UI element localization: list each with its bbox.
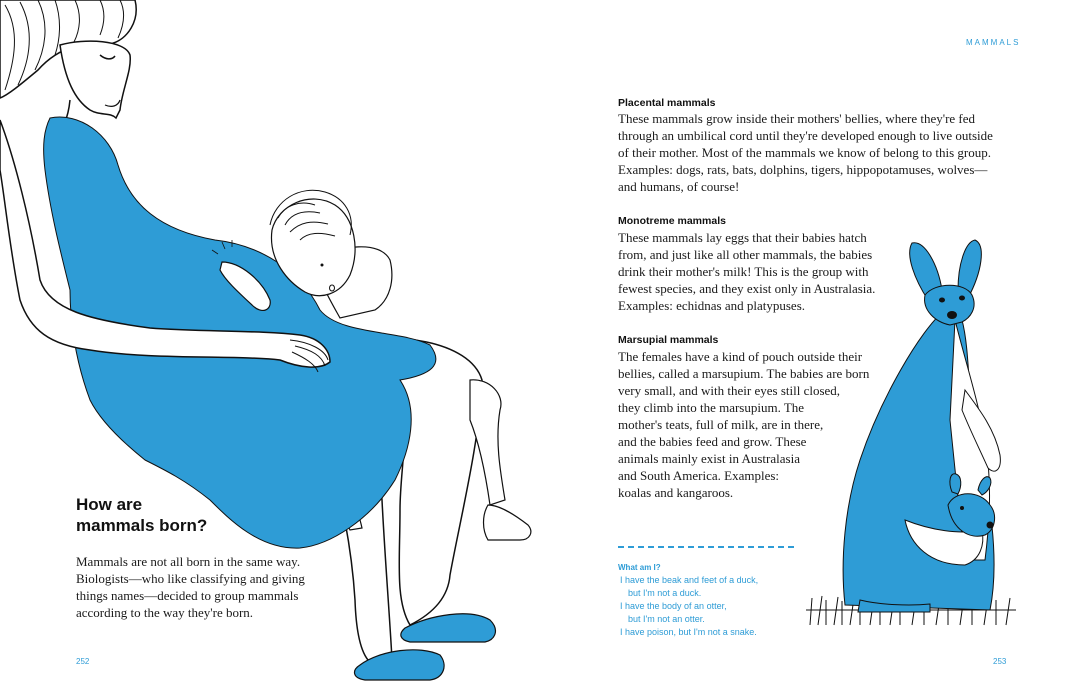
riddle-line: but I'm not a duck. (628, 588, 702, 598)
section-heading-monotreme: Monotreme mammals (618, 215, 726, 227)
section-text-placental: These mammals grow inside their mothers' bellies, where they're fed through an umbilical cord until they're developed enough to live outside of their mother. Most of the mammals we know of belong to this group. Examples: dogs, rats, bats, dolphins, tigers, hippopotamuses, wolves— and humans, of course! (618, 111, 993, 194)
riddle-heading: What am I? (618, 563, 661, 572)
page-number-right: 253 (993, 657, 1007, 666)
page-title: How are mammals born? (76, 495, 208, 535)
section-heading-placental: Placental mammals (618, 97, 716, 109)
riddle-line: but I'm not an otter. (628, 614, 705, 624)
section-text-marsupial: The females have a kind of pouch outside their bellies, called a marsupium. The babies are born very small, and with their eyes still closed, they climb into the marsupium. The mother's teats, full of milk, are in there, and the babies feed and grow. These animals mainly exist in Australasia and South America. Examples: koalas and kangaroos. (618, 349, 870, 500)
section-text-monotreme: These mammals lay eggs that their babies hatch from, and just like all other mammals, the babies drink their mother's milk! This is the group with fewest species, and they exist only in Australasia. Examples: echidnas and platypuses. (618, 230, 876, 313)
riddle-divider (618, 546, 794, 548)
section-heading-marsupial: Marsupial mammals (618, 334, 719, 346)
kangaroo-head (925, 285, 975, 325)
riddle-line: I have the body of an otter, (620, 601, 727, 611)
riddle-line: I have the beak and feet of a duck, (620, 575, 759, 585)
page-number-left: 252 (76, 657, 90, 666)
intro-paragraph: Mammals are not all born in the same way. Biologists—who like classifying and giving things names—decided to group mammals according to the way they're born. (76, 554, 305, 620)
running-head: MAMMALS (966, 38, 1021, 47)
riddle-line: I have poison, but I'm not a snake. (620, 627, 757, 637)
